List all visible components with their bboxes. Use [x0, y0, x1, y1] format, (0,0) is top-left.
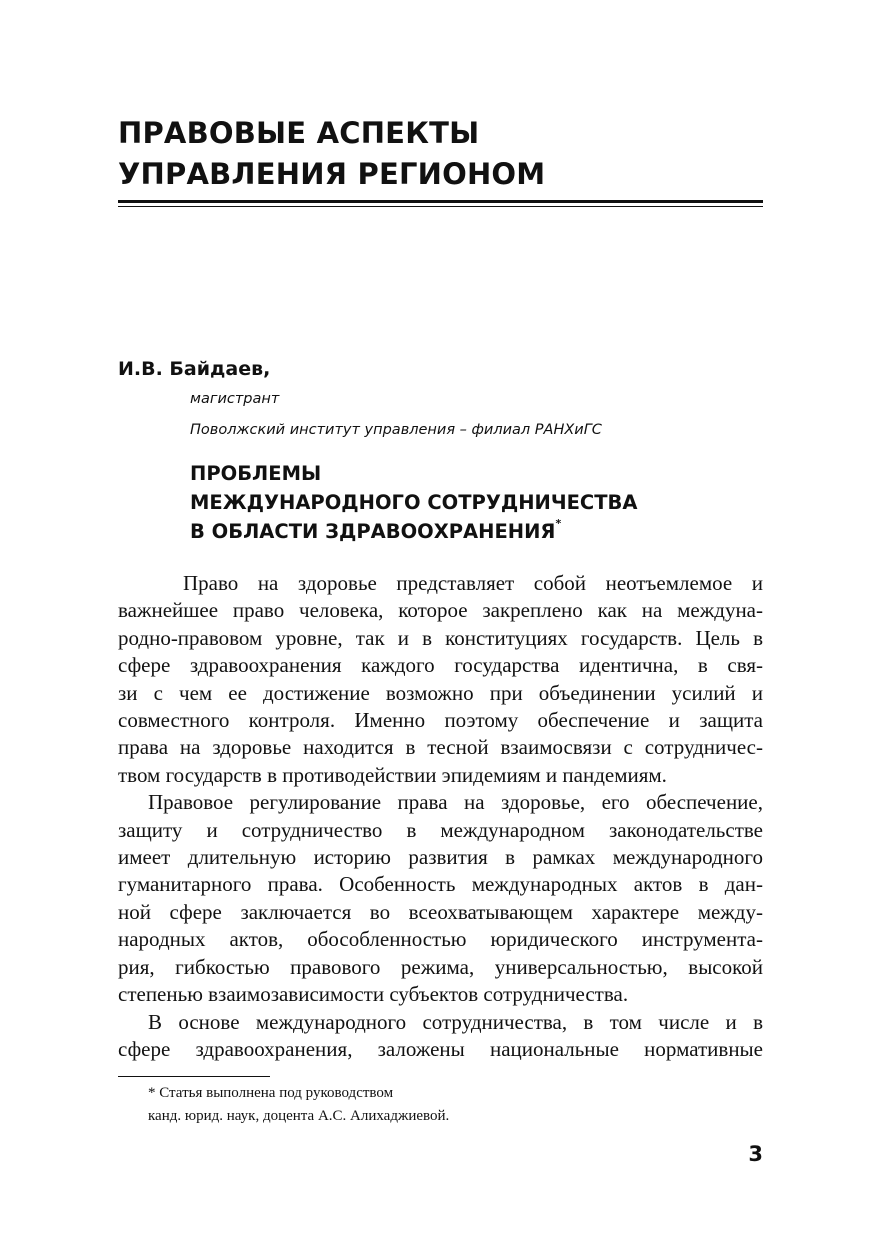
text-line: твом государств в противодействии эпидемиям и пандемиям.: [118, 762, 667, 787]
footnote-line: канд. юрид. наук, доцента А.С. Алихаджиевой.: [148, 1108, 450, 1124]
text-line: зи с чем ее достижение возможно при объединении усилий и: [118, 680, 763, 705]
text-line: защиту и сотрудничество в международном законодательстве: [118, 817, 763, 842]
section-title-line: УПРАВЛЕНИЯ РЕГИОНОМ: [118, 157, 546, 191]
text-line: родно-правовом уровне, так и в конституциях государств. Цель в: [118, 625, 763, 650]
page-number: 3: [748, 1142, 763, 1166]
text-line: гуманитарного права. Особенность международных актов в дан-: [118, 872, 763, 897]
author-role: магистрант: [190, 391, 280, 407]
article-title-line: [190, 517, 763, 546]
footnote: [148, 1082, 449, 1128]
text-line: степенью взаимозависимости субъектов сотрудничества.: [118, 982, 629, 1007]
text-line: ной сфере заключается во всеохватывающем характере между-: [118, 899, 763, 924]
paragraph-2: [118, 789, 763, 1008]
text-line: важнейшее право человека, которое закреплено как на междуна-: [118, 598, 763, 623]
text-line: народных актов, обособленностью юридического инструмента-: [118, 927, 763, 952]
footnote-separator: [118, 1076, 270, 1077]
article-title-line: МЕЖДУНАРОДНОГО СОТРУДНИЧЕСТВА: [190, 491, 638, 514]
text-line: сфере здравоохранения, заложены национальные нормативные: [118, 1036, 763, 1061]
paragraph-3: [118, 1009, 763, 1064]
text-line: рия, гибкостью правового режима, универсальностью, высокой: [118, 954, 763, 979]
article-title-line-text: В ОБЛАСТИ ЗДРАВООХРАНЕНИЯ: [190, 520, 556, 543]
article-title-line: ПРОБЛЕМЫ: [190, 462, 322, 485]
author-name: И.В. Байдаев,: [118, 358, 271, 380]
title-rule-thick: [118, 200, 763, 203]
text-line: В основе международного сотрудничества, в том числе и в: [148, 1009, 763, 1034]
title-rule-thin: [118, 206, 763, 207]
article-title: [190, 459, 763, 546]
text-line: имеет длительную историю развития в рамках международного: [118, 845, 763, 870]
footnote-line: * Статья выполнена под руководством: [148, 1085, 394, 1101]
author-affiliation: Поволжский институт управления – филиал РАНХиГС: [190, 422, 602, 438]
footnote-reference-mark[interactable]: *: [555, 517, 562, 530]
body-text: [118, 570, 763, 1063]
text-line: Правовое регулирование права на здоровье, его обеспечение,: [148, 790, 763, 815]
text-line: права на здоровье находится в тесной взаимосвязи с сотрудничес-: [118, 735, 763, 760]
text-line: совместного контроля. Именно поэтому обеспечение и защита: [118, 708, 763, 733]
text-line: сфере здравоохранения каждого государства идентична, в свя-: [118, 653, 763, 678]
text-line: Право на здоровье представляет собой неотъемлемое и: [183, 571, 763, 595]
section-title: [118, 113, 763, 195]
section-title-line: ПРАВОВЫЕ АСПЕКТЫ: [118, 116, 480, 150]
paragraph-1: [118, 570, 763, 789]
